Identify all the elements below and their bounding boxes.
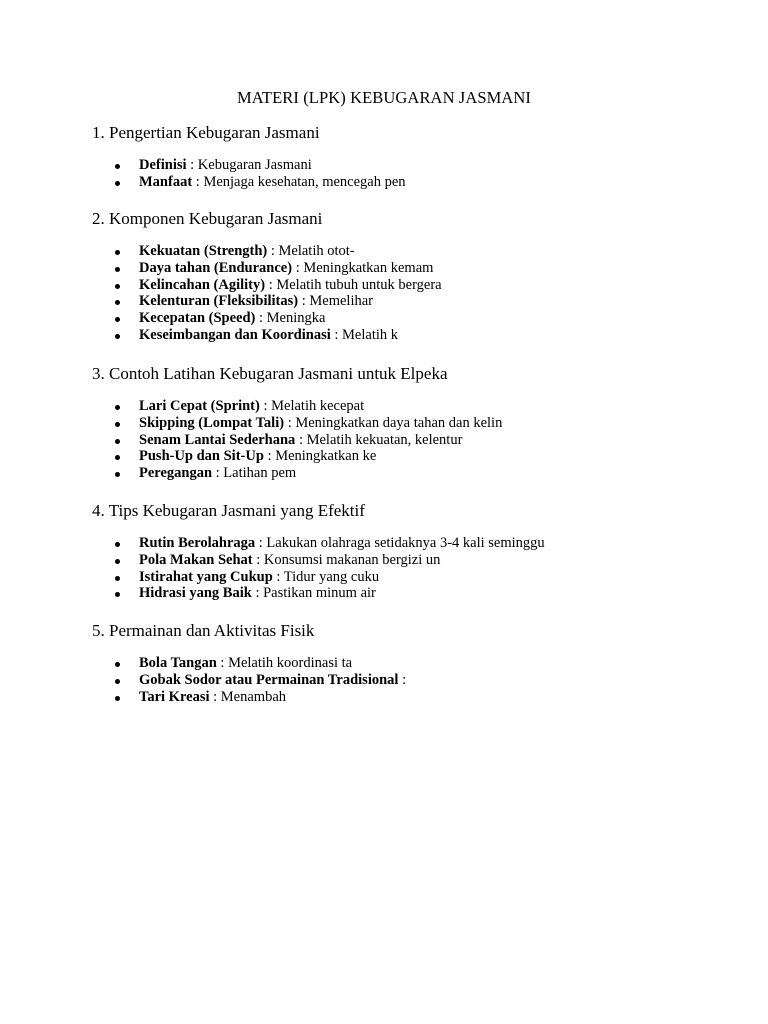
section-heading: 2. Komponen Kebugaran Jasmani	[92, 209, 323, 228]
item-description: : Meningkatkan ke	[263, 448, 377, 465]
item-description: : Menjaga kesehatan, mencegah pen	[192, 173, 406, 190]
item-description: : Pastikan minum air	[251, 585, 376, 602]
item-description: : Meningkatkan daya tahan dan kelin	[284, 414, 503, 431]
item-description: : Latihan pem	[212, 465, 297, 482]
item-description: : Lakukan olahraga setidaknya 3-4 kali seminggu	[255, 535, 545, 551]
bullet-list	[112, 243, 442, 344]
bullet-icon	[115, 405, 120, 410]
bullet-icon	[115, 422, 120, 427]
section-pengertian	[92, 123, 712, 190]
item-term: Kelenturan (Fleksibilitas)	[139, 293, 299, 310]
item-term: Kekuatan (Strength)	[139, 243, 268, 259]
bullet-icon	[115, 559, 120, 564]
bullet-list	[112, 655, 406, 705]
item-description: : Melatih k	[330, 326, 399, 343]
list-item	[112, 415, 502, 432]
item-description: : Melatih tubuh untuk bergera	[265, 276, 442, 293]
bullet-icon	[115, 181, 120, 186]
item-term: Manfaat	[139, 173, 193, 190]
section-heading: 4. Tips Kebugaran Jasmani yang Efektif	[92, 501, 365, 520]
list-item	[112, 535, 545, 552]
item-description: : Melatih koordinasi ta	[216, 655, 353, 671]
bullet-icon	[115, 250, 120, 255]
item-term: Senam Lantai Sederhana	[139, 431, 296, 448]
list-item	[112, 465, 502, 482]
item-description: : Menambah	[209, 688, 287, 705]
item-description: : Memelihar	[298, 293, 374, 310]
bullet-icon	[115, 317, 120, 322]
item-term: Daya tahan (Endurance)	[139, 259, 293, 276]
bullet-icon	[115, 267, 120, 272]
item-description: : Melatih kecepat	[259, 398, 365, 414]
item-description: : Konsumsi makanan bergizi un	[252, 551, 441, 568]
bullet-icon	[115, 164, 120, 169]
list-item	[112, 552, 545, 569]
bullet-icon	[115, 284, 120, 289]
item-term: Bola Tangan	[139, 655, 217, 671]
list-item	[112, 432, 502, 449]
list-item	[112, 689, 406, 706]
bullet-icon	[115, 300, 120, 305]
section-tips	[92, 501, 712, 602]
bullet-icon	[115, 662, 120, 667]
item-term: Rutin Berolahraga	[139, 535, 256, 551]
item-description: : Meningkatkan kemam	[292, 259, 434, 276]
list-item	[112, 569, 545, 586]
bullet-icon	[115, 592, 120, 597]
list-item	[112, 327, 442, 344]
list-item	[112, 448, 502, 465]
item-description: : Meningka	[255, 310, 326, 327]
list-item	[112, 157, 406, 174]
item-term: Hidrasi yang Baik	[139, 585, 252, 602]
section-heading: 5. Permainan dan Aktivitas Fisik	[92, 621, 315, 640]
item-term: Istirahat yang Cukup	[139, 568, 273, 585]
item-term: Gobak Sodor atau Permainan Tradisional	[139, 671, 399, 688]
bullet-list	[112, 535, 545, 602]
item-term: Push-Up dan Sit-Up	[139, 448, 264, 465]
list-item	[112, 243, 442, 260]
list-item	[112, 174, 406, 191]
bullet-icon	[115, 576, 120, 581]
bullet-list	[112, 398, 502, 482]
bullet-icon	[115, 334, 120, 339]
item-term: Kecepatan (Speed)	[139, 310, 256, 327]
item-term: Pola Makan Sehat	[139, 551, 253, 568]
list-item	[112, 310, 442, 327]
item-description: : Kebugaran Jasmani	[186, 157, 312, 173]
section-permainan	[92, 621, 712, 705]
section-contoh-latihan	[92, 364, 712, 482]
item-term: Kelincahan (Agility)	[139, 276, 266, 293]
section-heading: 1. Pengertian Kebugaran Jasmani	[92, 123, 320, 142]
item-term: Skipping (Lompat Tali)	[139, 414, 285, 431]
bullet-icon	[115, 679, 120, 684]
item-description: :	[398, 671, 407, 688]
item-term: Lari Cepat (Sprint)	[139, 398, 260, 414]
section-komponen	[92, 209, 712, 343]
bullet-list	[112, 157, 406, 191]
list-item	[112, 585, 545, 602]
item-term: Keseimbangan dan Koordinasi	[139, 326, 331, 343]
item-description: : Tidur yang cuku	[272, 568, 380, 585]
list-item	[112, 293, 442, 310]
list-item	[112, 277, 442, 294]
list-item	[112, 398, 502, 415]
item-term: Peregangan	[139, 465, 213, 482]
item-description: : Melatih otot-	[267, 243, 355, 259]
bullet-icon	[115, 455, 120, 460]
document-title: MATERI (LPK) KEBUGARAN JASMANI	[236, 88, 532, 107]
bullet-icon	[115, 472, 120, 477]
bullet-icon	[115, 696, 120, 701]
item-term: Tari Kreasi	[139, 688, 210, 705]
item-description: : Melatih kekuatan, kelentur	[295, 431, 463, 448]
bullet-icon	[115, 439, 120, 444]
list-item	[112, 655, 406, 672]
list-item	[112, 260, 442, 277]
bullet-icon	[115, 542, 120, 547]
list-item	[112, 672, 406, 689]
section-heading: 3. Contoh Latihan Kebugaran Jasmani untuk Elpeka	[92, 364, 448, 383]
item-term: Definisi	[139, 157, 187, 173]
